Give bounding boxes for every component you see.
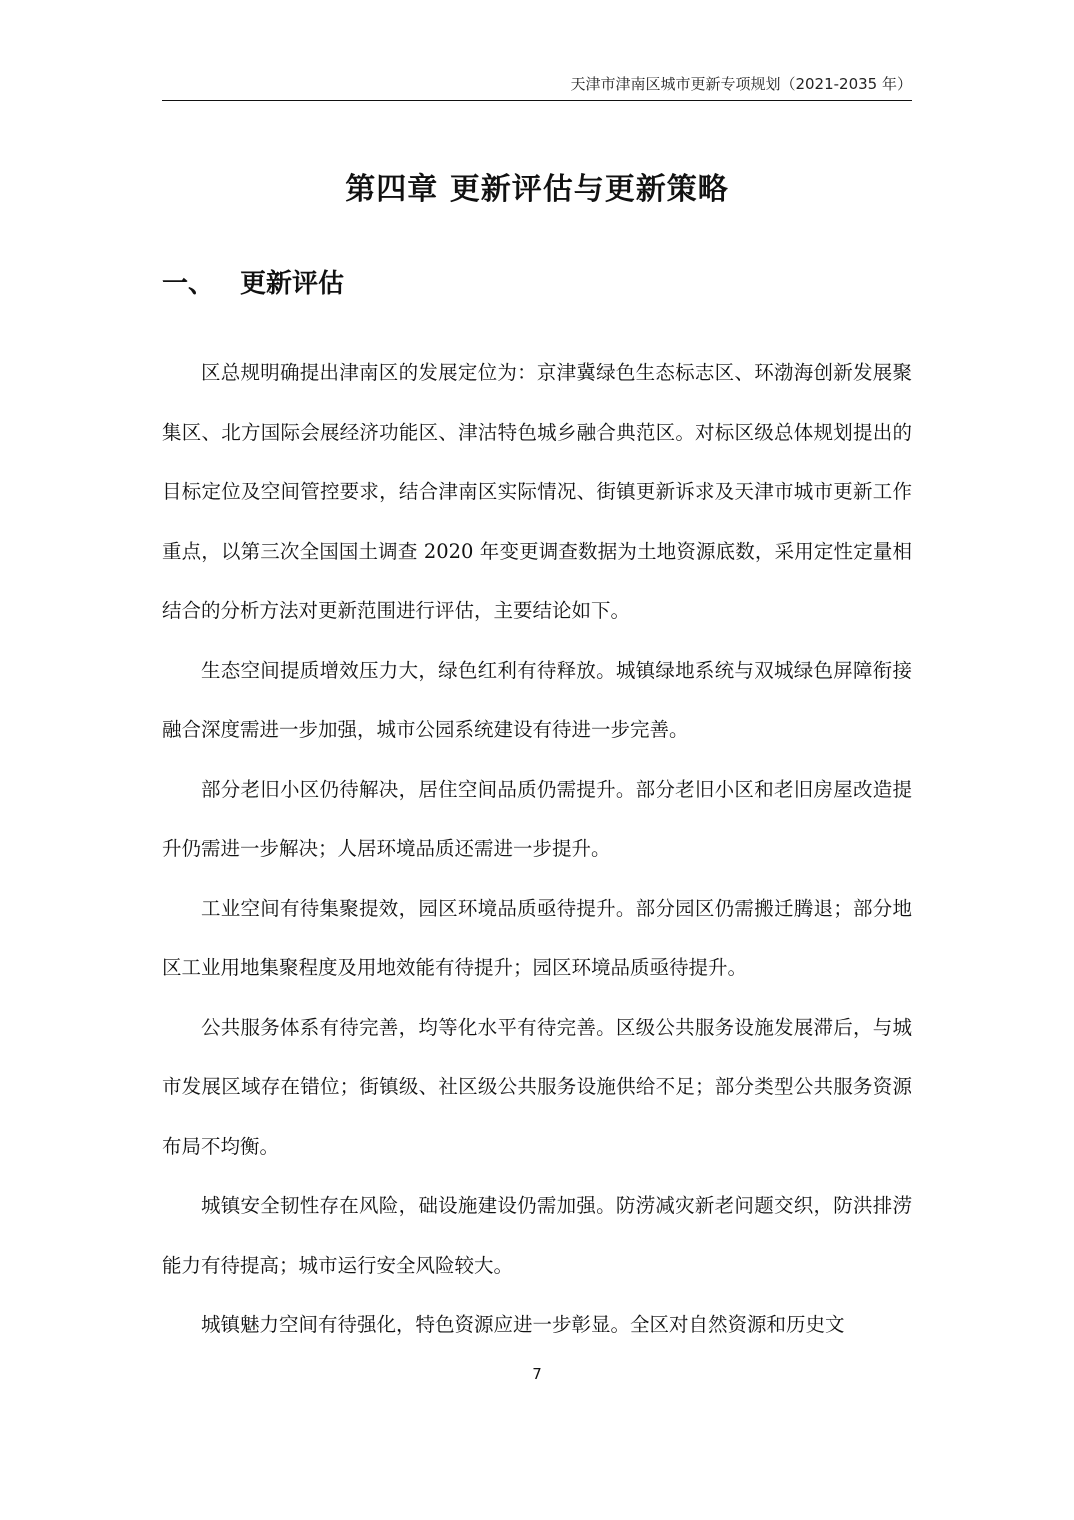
chapter-title: 第四章 更新评估与更新策略 <box>345 172 729 207</box>
paragraph-safety: 城镇安全韧性存在风险，础设施建设仍需加强。防涝减灾新老问题交织，防洪排涝能力有待提高；城市运行安全风险较大。 <box>162 1194 912 1277</box>
header-rule <box>162 100 912 101</box>
paragraph-ecology: 生态空间提质增效压力大，绿色红利有待释放。城镇绿地系统与双城绿色屏障衔接融合深度需进一步加强，城市公园系统建设有待进一步完善。 <box>162 658 912 741</box>
page-number: 7 <box>532 1365 542 1383</box>
section-number: 一、 <box>162 269 215 299</box>
body-text <box>162 343 912 1355</box>
running-header: 天津市津南区城市更新专项规划（2021-2035 年） <box>570 75 912 93</box>
paragraph-industry: 工业空间有待集聚提效，园区环境品质亟待提升。部分园区仍需搬迁腾退；部分地区工业用地集聚程度及用地效能有待提升；园区环境品质亟待提升。 <box>162 896 912 979</box>
section-title: 更新评估 <box>240 269 345 299</box>
paragraph-public-services: 公共服务体系有待完善，均等化水平有待完善。区级公共服务设施发展滞后，与城市发展区域存在错位；街镇级、社区级公共服务设施供给不足；部分类型公共服务资源布局不均衡。 <box>162 1015 912 1158</box>
paragraph-intro: 区总规明确提出津南区的发展定位为：京津冀绿色生态标志区、环渤海创新发展聚集区、北方国际会展经济功能区、津沽特色城乡融合典范区。对标区级总体规划提出的目标定位及空间管控要求，结合津南区实际情况、街镇更新诉求及天津市城市更新工作重点，以第三次全国国土调查 2020 年变更调查数据为土地资源底数，采用定性定量相结合的分析方法对更新范围进行评估，主要结论如下。 <box>162 361 912 622</box>
section-heading <box>162 264 344 304</box>
paragraph-character: 城镇魅力空间有待强化，特色资源应进一步彰显。全区对自然资源和历史文 <box>201 1313 845 1336</box>
paragraph-housing: 部分老旧小区仍待解决，居住空间品质仍需提升。部分老旧小区和老旧房屋改造提升仍需进一步解决；人居环境品质还需进一步提升。 <box>162 777 912 860</box>
